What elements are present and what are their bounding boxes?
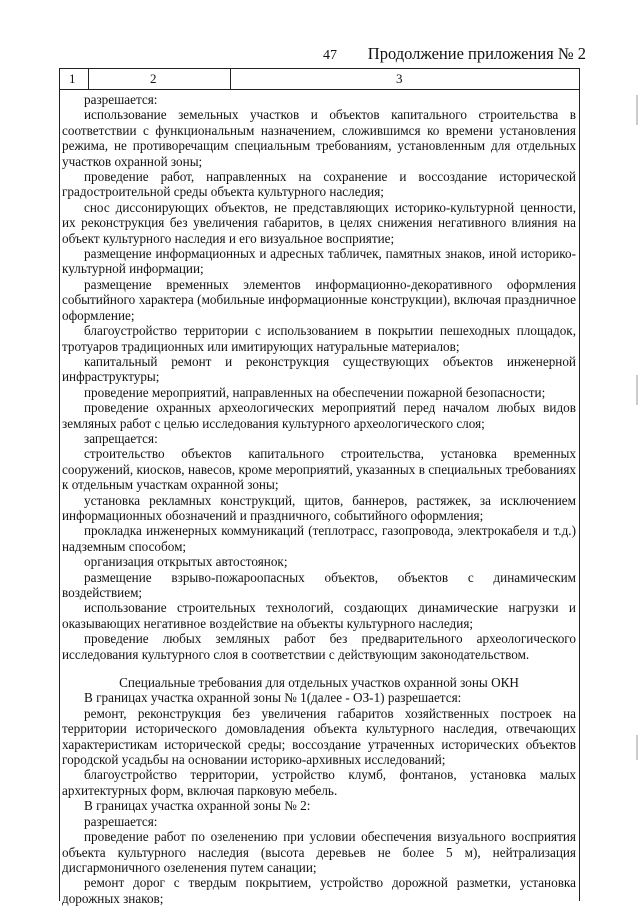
- paragraph: использование земельных участков и объектов капитального строительства в соответствии с функциональным назначением, сложившимся ко времени установления режима, не противоречащим специальным требованиям, установленным для отдельных участков охранной зоны;: [62, 107, 576, 169]
- paragraph: проведение охранных археологических мероприятий перед началом любых видов земляных работ с целью исследования культурного археологического слоя;: [62, 400, 576, 431]
- document-text: [62, 92, 576, 906]
- scan-edge-mark: [636, 735, 638, 760]
- appendix-title: Продолжение приложения № 2: [367, 44, 586, 63]
- paragraph: запрещается:: [84, 430, 158, 446]
- column-1-header: 1: [69, 71, 76, 86]
- paragraph: благоустройство территории, устройство клумб, фонтанов, установка малых архитектурных форм, включая парковую мебель.: [62, 767, 576, 798]
- page-number: 47: [323, 48, 337, 63]
- paragraph: снос диссонирующих объектов, не представляющих историко-культурной ценности, их реконструкция без увеличения габаритов, в целях снижения негативного влияния на объект культурного наследия и его визуальное восприятие;: [62, 199, 576, 246]
- paragraph: благоустройство территории с использованием в покрытии пешеходных площадок, тротуаров традиционных или имитирующих натуральные материалов;: [62, 323, 576, 354]
- paragraph: В границах участка охранной зоны № 2:: [84, 798, 311, 814]
- paragraph: размещение информационных и адресных табличек, памятных знаков, иной историко-культурной информации;: [62, 246, 576, 277]
- paragraph: В границах участка охранной зоны № 1(далее - ОЗ-1) разрешается:: [84, 690, 462, 706]
- table-header-row: [59, 68, 580, 90]
- paragraph: использование строительных технологий, создающих динамические нагрузки и оказывающих негативное воздействие на объекты культурного наследия;: [62, 600, 576, 631]
- paragraph: размещение временных элементов информационно-декоративного оформления событийного характера (мобильные информационные конструкции), включая праздничное оформление;: [62, 276, 576, 323]
- scan-edge-mark: [636, 95, 638, 125]
- column-2-header: 2: [150, 71, 157, 86]
- column-3-header: 3: [396, 71, 403, 86]
- page-header: [0, 44, 640, 66]
- paragraph: разрешается:: [84, 813, 158, 829]
- paragraph: проведение мероприятий, направленных на обеспечении пожарной безопасности;: [84, 384, 546, 400]
- section-heading: Специальные требования для отдельных участков охранной зоны ОКН: [119, 675, 519, 691]
- column-divider: [230, 69, 231, 89]
- paragraph: разрешается:: [84, 92, 158, 107]
- paragraph: ремонт дорог с твердым покрытием, устройство дорожной разметки, установка дорожных знаков;: [62, 875, 576, 906]
- paragraph: проведение любых земляных работ без предварительного археологического исследования культурного слоя в соответствии с действующим законодательством.: [62, 631, 576, 662]
- column-divider: [88, 69, 89, 89]
- paragraph: строительство объектов капитального строительства, установка временных сооружений, киосков, навесов, кроме мероприятий, указанных в специальных требованиях к отдельным участкам охранной зоны;: [62, 446, 576, 493]
- paragraph: размещение взрыво-пожароопасных объектов, объектов с динамическим воздействием;: [62, 569, 576, 600]
- paragraph: капитальный ремонт и реконструкция существующих объектов инженерной инфраструктуры;: [62, 353, 576, 385]
- paragraph: проведение работ, направленных на сохранение и воссоздание исторической градостроительной среды объекта культурного наследия;: [62, 169, 576, 200]
- paragraph: организация открытых автостоянок;: [84, 554, 288, 570]
- paragraph: прокладка инженерных коммуникаций (теплотрасс, газопровода, электрокабеля и т.д.) надземным способом;: [62, 523, 576, 554]
- paragraph: проведение работ по озеленению при условии обеспечения визуального восприятия объекта культурного наследия (высота деревьев не более 5 м), нейтрализация дисгармоничного озеленения путем санации;: [62, 829, 576, 875]
- paragraph: ремонт, реконструкция без увеличения габаритов хозяйственных построек на территории исторического домовладения объекта культурного наследия, отвечающих характеристикам исторической среды; воссоздание утраченных исторических объектов городской усадьбы на основании историко-архивных исследований;: [62, 705, 576, 768]
- paragraph: установка рекламных конструкций, щитов, баннеров, растяжек, за исключением информационных обозначений и праздничного, событийного оформления;: [62, 492, 576, 523]
- scan-edge-mark: [636, 375, 638, 405]
